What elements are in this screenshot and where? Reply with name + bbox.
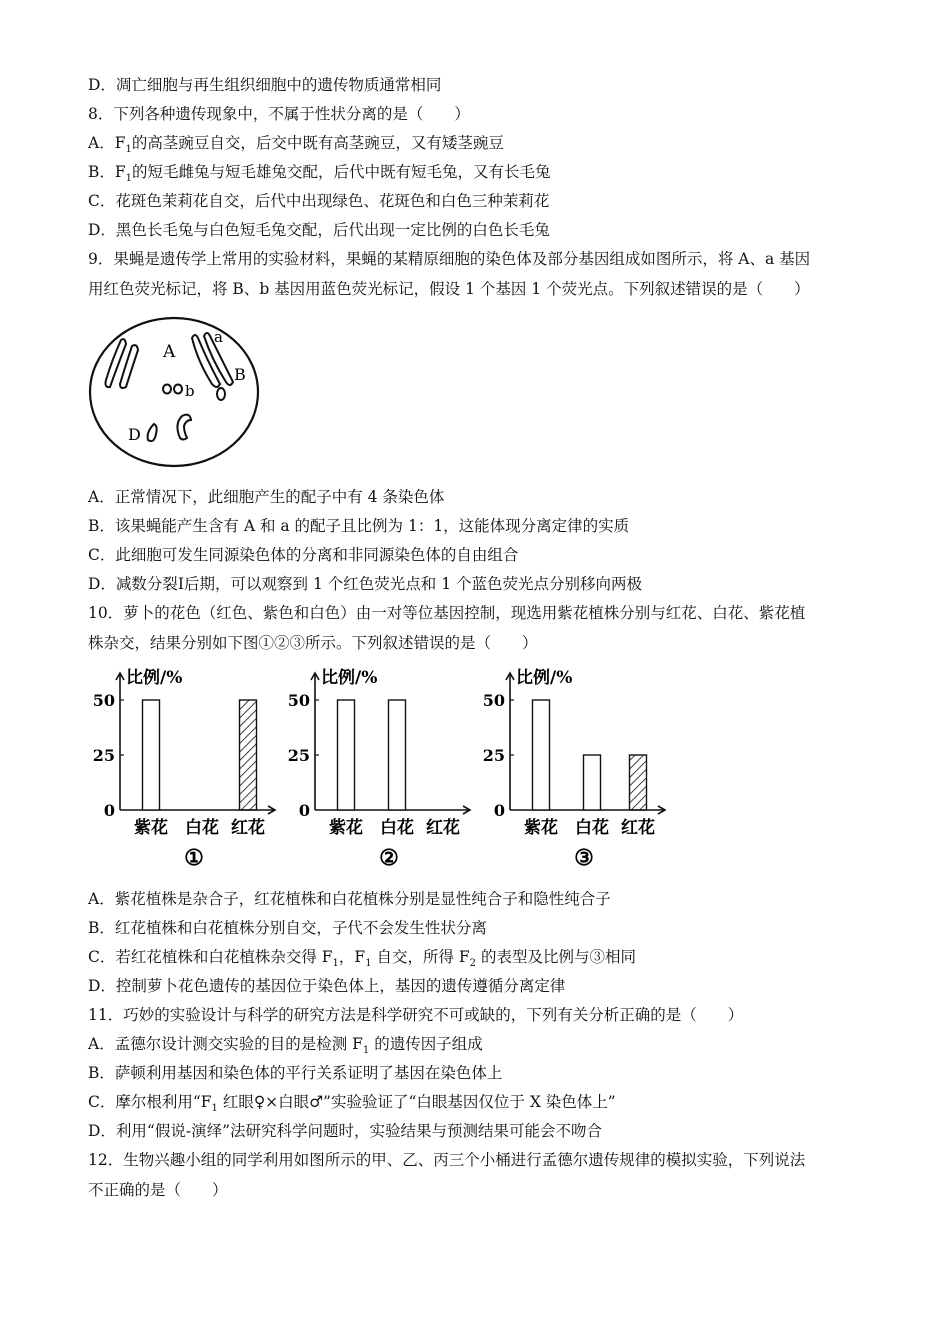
q9-option-b: B．该果蝇能产生含有 A 和 a 的配子且比例为 1：1，这能体现分离定律的实质	[88, 517, 630, 535]
x-tick-label: 红花	[621, 818, 655, 838]
q12-stem-line2: 不正确的是（ ）	[88, 1181, 228, 1199]
q10-option-c: C．若红花植株和白花植株杂交得 $F_1$，$F_1$ 自交，所得 $F_2$ 的表型及比例与③相同	[88, 948, 636, 970]
bar-紫花	[143, 700, 160, 810]
q8-option-c: C．花斑色茉莉花自交，后代中出现绿色、花斑色和白色三种茉莉花	[88, 192, 550, 210]
bar-红花	[630, 755, 647, 810]
y-tick-label: 50	[482, 691, 505, 710]
gene-label-D: D	[128, 425, 141, 444]
y-tick-label: 50	[92, 691, 115, 710]
bar-chart-3	[480, 655, 680, 870]
q11-option-c: C．摩尔根利用“$F_1$ 红眼♀×白眼♂”实验验证了“白眼基因仅位于 X 染色体上”	[88, 1093, 616, 1115]
bar-chart-2	[285, 655, 485, 870]
x-tick-label: 紫花	[524, 818, 558, 838]
q11-stem: 11．巧妙的实验设计与科学的研究方法是科学研究不可或缺的，下列有关分析正确的是（ ）	[88, 1006, 744, 1024]
chart-title: ③	[574, 845, 594, 870]
q11-option-a: A．孟德尔设计测交实验的目的是检测 $F_1$ 的遗传因子组成	[88, 1035, 483, 1057]
q10-option-a: A．紫花植株是杂合子，红花植株和白花植株分别是显性纯合子和隐性纯合子	[88, 890, 611, 908]
chart-title: ②	[379, 845, 399, 870]
q8-option-d: D．黑色长毛兔与白色短毛兔交配，后代出现一定比例的白色长毛兔	[88, 221, 550, 239]
x-tick-label: 白花	[380, 818, 414, 838]
gene-label-b: b	[185, 382, 195, 400]
y-tick-label: 50	[287, 691, 310, 710]
q12-stem-line1: 12．生物兴趣小组的同学利用如图所示的甲、乙、丙三个小桶进行孟德尔遗传规律的模拟实验，下列说法	[88, 1151, 806, 1169]
x-tick-label: 紫花	[134, 818, 168, 838]
gene-label-a: a	[214, 328, 223, 346]
y-axis-label: 比例/%	[516, 668, 573, 688]
bar-紫花	[533, 700, 550, 810]
q9-option-a: A．正常情况下，此细胞产生的配子中有 4 条染色体	[88, 488, 445, 506]
x-tick-label: 白花	[575, 818, 609, 838]
q8-stem: 8．下列各种遗传现象中，不属于性状分离的是（ ）	[88, 105, 470, 123]
bar-chart-1	[90, 655, 290, 870]
y-tick-label: 0	[103, 801, 115, 820]
q8-option-a: A．$F_1$的高茎豌豆自交，后交中既有高茎豌豆，又有矮茎豌豆	[88, 134, 504, 156]
y-tick-label: 0	[493, 801, 505, 820]
q7-option-d: D．凋亡细胞与再生组织细胞中的遗传物质通常相同	[88, 76, 442, 94]
y-axis-label: 比例/%	[126, 668, 183, 688]
y-tick-label: 0	[298, 801, 310, 820]
q10-option-d: D．控制萝卜花色遗传的基因位于染色体上，基因的遗传遵循分离定律	[88, 977, 566, 995]
q10-option-b: B．红花植株和白花植株分别自交，子代不会发生性状分离	[88, 919, 487, 937]
y-tick-label: 25	[92, 746, 115, 765]
cell-chromosome-diagram	[86, 312, 266, 472]
bar-白花	[584, 755, 601, 810]
q11-option-d: D．利用“假说-演绎”法研究科学问题时，实验结果与预测结果可能会不吻合	[88, 1122, 603, 1140]
bar-红花	[240, 700, 257, 810]
bar-白花	[389, 700, 406, 810]
q10-stem-line1: 10．萝卜的花色（红色、紫色和白色）由一对等位基因控制，现选用紫花植株分别与红花、白花、紫花植	[88, 604, 806, 622]
q9-stem-line2: 用红色荧光标记，将 B、b 基因用蓝色荧光标记，假设 1 个基因 1 个荧光点。下列叙述错误的是（ ）	[88, 280, 810, 298]
y-tick-label: 25	[287, 746, 310, 765]
q10-stem-line2: 株杂交，结果分别如下图①②③所示。下列叙述错误的是（ ）	[88, 634, 538, 652]
gene-label-A: A	[163, 342, 176, 362]
q8-option-b: B．$F_1$的短毛雌兔与短毛雄兔交配，后代中既有短毛兔，又有长毛兔	[88, 163, 551, 185]
bar-紫花	[338, 700, 355, 810]
x-tick-label: 白花	[185, 818, 219, 838]
x-tick-label: 红花	[231, 818, 265, 838]
y-axis-label: 比例/%	[321, 668, 378, 688]
q9-option-c: C．此细胞可发生同源染色体的分离和非同源染色体的自由组合	[88, 546, 519, 564]
q9-option-d: D．减数分裂Ⅰ后期，可以观察到 1 个红色荧光点和 1 个蓝色荧光点分别移向两极	[88, 575, 642, 593]
q9-stem-line1: 9．果蝇是遗传学上常用的实验材料，果蝇的某精原细胞的染色体及部分基因组成如图所示，将 A、a 基因	[88, 250, 811, 268]
x-tick-label: 红花	[426, 818, 460, 838]
y-tick-label: 25	[482, 746, 505, 765]
chart-title: ①	[184, 845, 204, 870]
gene-label-B: B	[234, 365, 246, 384]
x-tick-label: 紫花	[329, 818, 363, 838]
q11-option-b: B．萨顿利用基因和染色体的平行关系证明了基因在染色体上	[88, 1064, 503, 1082]
